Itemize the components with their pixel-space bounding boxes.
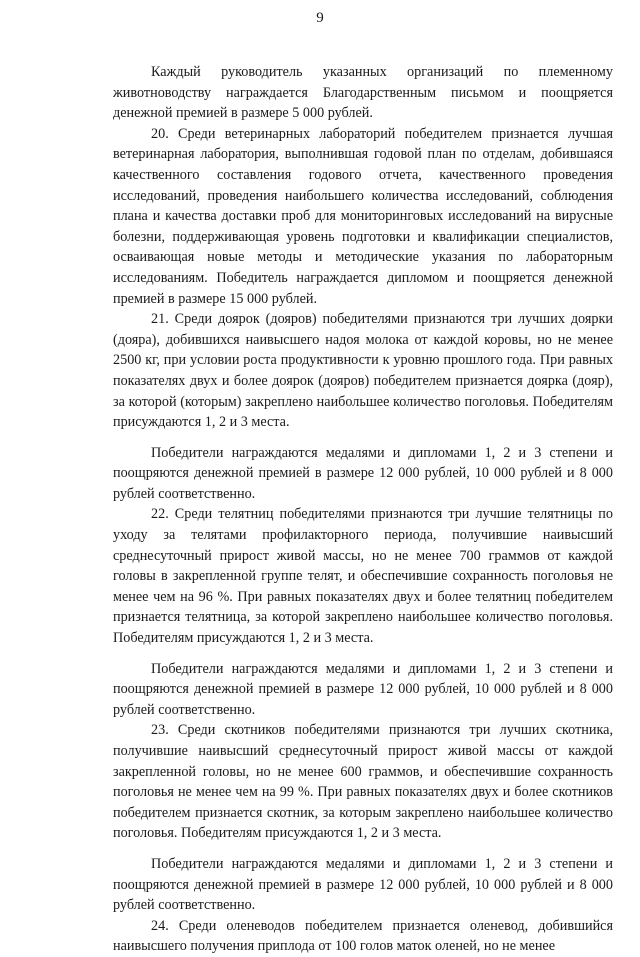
paragraph-22-awards: Победители награждаются медалями и дипломами 1, 2 и 3 степени и поощряются денежной премией в размере 12 000 рублей, 10 000 рублей и 8 000 рублей соответственно. [113, 660, 613, 718]
paragraph-23-awards: Победители награждаются медалями и дипломами 1, 2 и 3 степени и поощряются денежной премией в размере 12 000 рублей, 10 000 рублей и 8 000 рублей соответственно. [113, 855, 613, 914]
paragraph-20-vet-labs: 20. Среди ветеринарных лабораторий победителем признается лучшая ветеринарная лаборатория, выполнившая годовой план по отделам, добившаяся качественного составления годового отчета, качественного проведения исследований, проведения наибольшего количества исследований, соблюдения плана и качества доставки проб для мониторинговых исследований на вирусные болезни, поддерживающая уровень подготовки и квалификации специалистов, осваивающая новые методы и методические указания по лабораторным исследованиям. Победитель награждается дипломом и поощряется денежной премией в размере 15 000 рублей. [113, 125, 613, 307]
paragraph-21-awards: Победители награждаются медалями и дипломами 1, 2 и 3 степени и поощряются денежной премией в размере 12 000 рублей, 10 000 рублей и 8 000 рублей соответственно. [113, 444, 613, 502]
paragraph-23-cattlemen: 23. Среди скотников победителями признаются три лучших скотника, получившие наивысший среднесуточный прирост живой массы от каждой закрепленной головы, но не менее 600 граммов, и обеспечившие сохранность поголовья не менее чем на 99 %. При равных показателях двух и более скотников победителем признается скотник, за которым закреплено наибольшее количество поголовья. Победителям присуждаются 1, 2 и 3 места. [113, 722, 613, 842]
document-body [113, 62, 613, 957]
paragraph-24-reindeer-herders: 24. Среди оленеводов победителем признается оленевод, добившийся наивысшего получения приплода от 100 голов маток оленей, но не менее [113, 917, 613, 955]
paragraph-21-milkmaids: 21. Среди доярок (дояров) победителями признаются три лучших доярки (доярa), добившихся наивысшего надоя молока от каждой коровы, но не менее 2500 кг, при условии роста продуктивности к уровню прошлого года. При равных показателях двух и более доярок (дояров) победителем признается доярка (дояр), за которой (которым) закреплено наибольшее количество поголовья. Победителям присуждаются 1, 2 и 3 места. [113, 311, 613, 431]
paragraph-award-letter: Каждый руководитель указанных организаций по племенному животноводству награждается Благодарственным письмом и поощряется денежной премией в размере 5 000 рублей. [113, 64, 613, 122]
page-number: 9 [316, 10, 324, 26]
paragraph-22-calf-keepers: 22. Среди телятниц победителями признаются три лучшие телятницы по уходу за телятами профилакторного периода, получившие наивысший среднесуточный прирост живой массы, но не менее 700 граммов от каждой головы в закрепленной группе телят, и обеспечившие сохранность поголовья не менее чем на 96 %. При равных показателях двух и более телятниц победителем признается телятница, за которой закреплено наибольшее количество поголовья. Победителям присуждаются 1, 2 и 3 места. [113, 506, 613, 647]
